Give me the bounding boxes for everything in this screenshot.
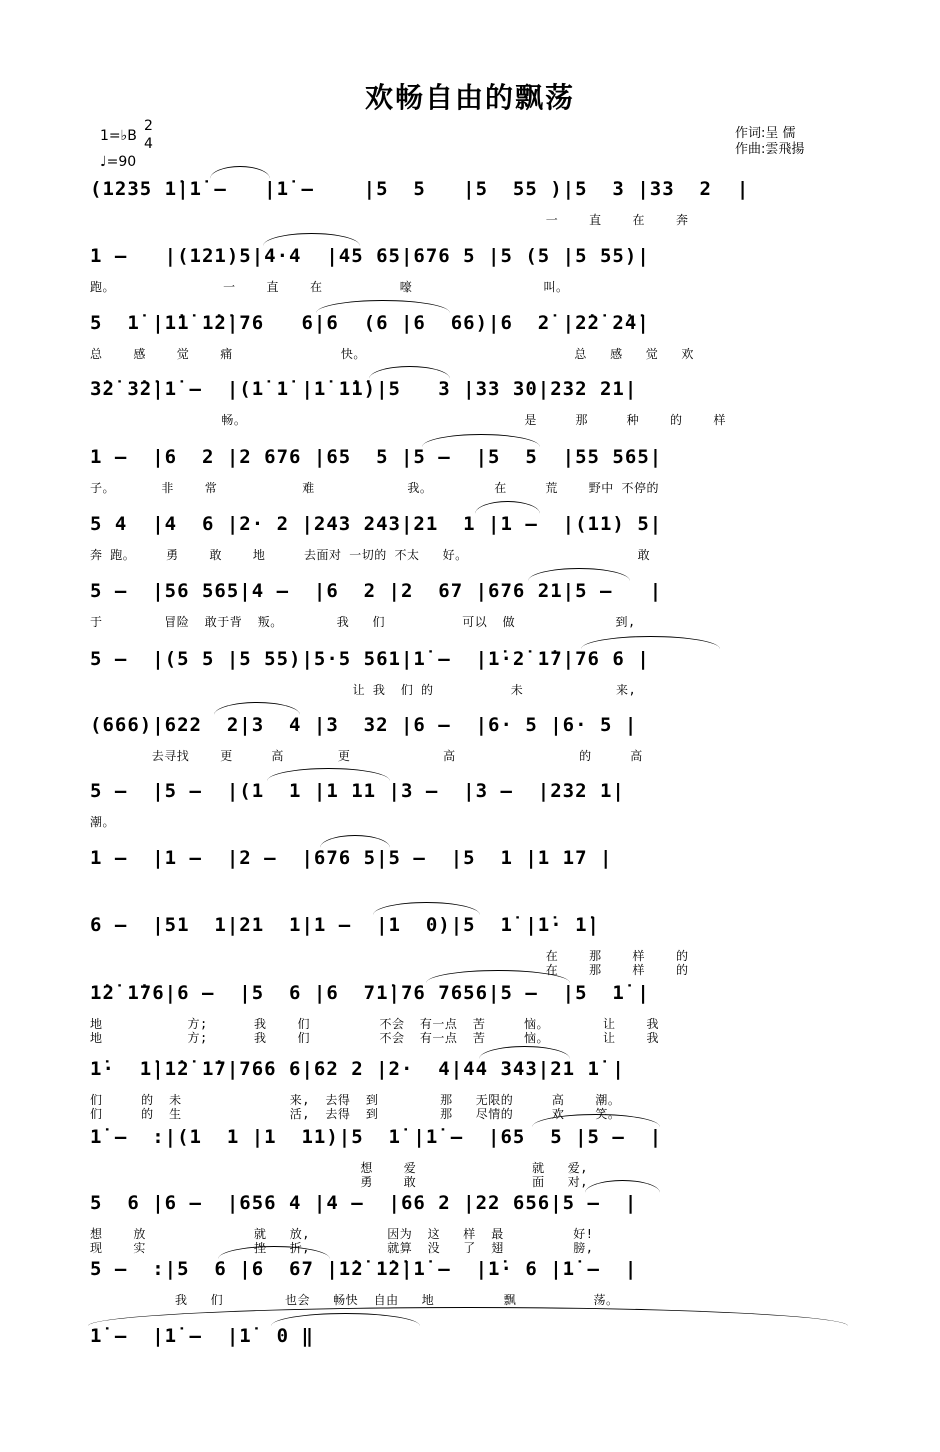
credits (735, 126, 804, 158)
notes: 5 4 |4 6 |2· 2 |243 243|21 1 |1 – |(11) 5| (90, 513, 663, 535)
lyric-verse-1: 想 爱 就 爱, (90, 1161, 589, 1175)
lyric-verse-1: 畅。 是 那 种 的 样 (90, 413, 726, 427)
notes: (1235 1̇|1̇ – |1̇ – |5 5 |5 55 )|5 3 |33 2 | (90, 178, 750, 200)
notes: 5 – |5 – |(1 1 |1 11 |3 – |3 – |232 1| (90, 780, 625, 802)
lyric-verse-1: 地 方; 我 们 不会 有一点 苦 恼。 让 我 (90, 1017, 659, 1031)
notes: 1̇2̇ 1̇76|6 – |5 6 |6 71̇|76 7656|5 – |5 1̇ | (90, 982, 650, 1004)
score-line (90, 580, 852, 640)
lyric-verse-1: 奔 跑。 勇 敢 地 去面对 一切的 不太 好。 敢 (90, 548, 651, 562)
score-line (90, 982, 852, 1045)
score-line (90, 245, 852, 305)
lyric-verse-1: 想 放 就 放, 因为 这 样 最 好! (90, 1227, 594, 1241)
lyric-verse-2: 在 那 样 的 (90, 963, 689, 977)
song-title: 欢畅自由的飘荡 (364, 81, 575, 114)
notes: 1̇ – |1̇ – |1̇ 0 ‖ (90, 1325, 314, 1347)
slur (210, 166, 270, 179)
meter-top: 2 (144, 118, 153, 134)
notes: 5 6 |6 – |656 4 |4 – |66 2 |22 656|5 – | (90, 1192, 638, 1214)
notes: 5 – :|5 6 |6 67 |1̇2̇ 1̇2̇|1̇ – |1̇· 6 |1̇ – | (90, 1258, 638, 1280)
lyric-verse-1: 潮。 (90, 815, 116, 829)
lyric-verse-1: 我 们 也会 畅快 自由 地 飘 荡。 (90, 1293, 619, 1307)
notes: 1 – |(121)5|4·4 |45 65|676 5 |5 (5 |5 55)| (90, 245, 650, 267)
notes: 6 – |51 1|21 1|1 – |1 0)|5 1̇ |1̇· 1̇| (90, 914, 600, 936)
score-line (90, 1325, 852, 1385)
score-line (90, 1192, 852, 1255)
score-line (90, 648, 852, 708)
key-label: 1=♭B (100, 128, 137, 144)
score-line (90, 178, 852, 238)
notes: 1 – |6 2 |2 676 |65 5 |5 – |5 5 |55 565| (90, 446, 663, 468)
composer: 作曲:雲飛揚 (735, 142, 805, 157)
score-line (90, 312, 852, 372)
lyric-verse-1: 一 直 在 奔 (90, 213, 689, 227)
score-line (90, 446, 852, 506)
lyric-verse-1: 们 的 未 来, 去得 到 那 无限的 高 潮。 (90, 1093, 621, 1107)
lyric-verse-2: 勇 敢 面 对, (90, 1175, 589, 1189)
lyric-verse-1: 在 那 样 的 (90, 949, 689, 963)
lyric-verse-1: 去寻找 更 高 更 高 的 高 (90, 749, 643, 763)
score-line (90, 780, 852, 840)
key-signature (100, 128, 137, 144)
lyric-verse-2: 地 方; 我 们 不会 有一点 苦 恼。 让 我 (90, 1031, 659, 1045)
score-line (90, 714, 852, 774)
score-line (90, 1126, 852, 1189)
notes: 1̇ – :|(1 1 |1 11)|5 1̇ |1̇ – |65 5 |5 – | (90, 1126, 663, 1148)
lyricist: 作词:呈 儒 (735, 126, 796, 141)
lyric-verse-2: 现 实 挫 折, 就算 没 了 翅 膀, (90, 1241, 594, 1255)
score-line (90, 378, 852, 438)
notes: 5 1̇ |1̇1̇ 1̇2̇|76 6|6 (6 |6 66)|6 2̇ |2̇2̇ 2̇4̇| (90, 312, 650, 334)
tempo-marking: ♩=90 (100, 154, 137, 170)
notes: 1̇· 1̇|1̇2̇ 1̇7|766 6|62 2 |2· 4|44 343|21 1̇ | (90, 1058, 625, 1080)
score-line (90, 914, 852, 977)
lyric-verse-1: 让 我 们 的 未 来, (90, 683, 637, 697)
score-line (90, 513, 852, 573)
score-line (90, 1058, 852, 1121)
notes: 3̇2̇ 3̇2̇|1̇ – |(1̇ 1̇ |1̇ 1̇1̇)|5 3 |33 30|232 21| (90, 378, 638, 400)
notes: (666)|622 2|3 4 |3 32 |6 – |6· 5 |6· 5 | (90, 714, 638, 736)
lyric-verse-1: 于 冒险 敢于背 叛。 我 们 可以 做 到, (90, 615, 636, 629)
meter-bottom: 4 (144, 136, 153, 152)
lyric-verse-2: 们 的 生 活, 去得 到 那 尽情的 欢 笑。 (90, 1107, 621, 1121)
score-line (90, 847, 852, 907)
lyric-verse-1: 子。 非 常 难 我。 在 荒 野中 不停的 (90, 481, 659, 495)
lyric-verse-1: 跑。 一 直 在 嚎 叫。 (90, 280, 569, 294)
lyric-verse-1: 总 感 觉 痛 快。 总 感 觉 欢 (90, 347, 694, 361)
notes: 5 – |(5 5 |5 55)|5·5 561|1̇ – |1̇·2̇ 1̇7|76 6 | (90, 648, 650, 670)
notes: 5 – |56 565|4 – |6 2 |2 67 |676 21|5 – | (90, 580, 663, 602)
slur (479, 1046, 570, 1059)
notes: 1 – |1 – |2 – |676 5|5 – |5 1 |1 17 | (90, 847, 613, 869)
